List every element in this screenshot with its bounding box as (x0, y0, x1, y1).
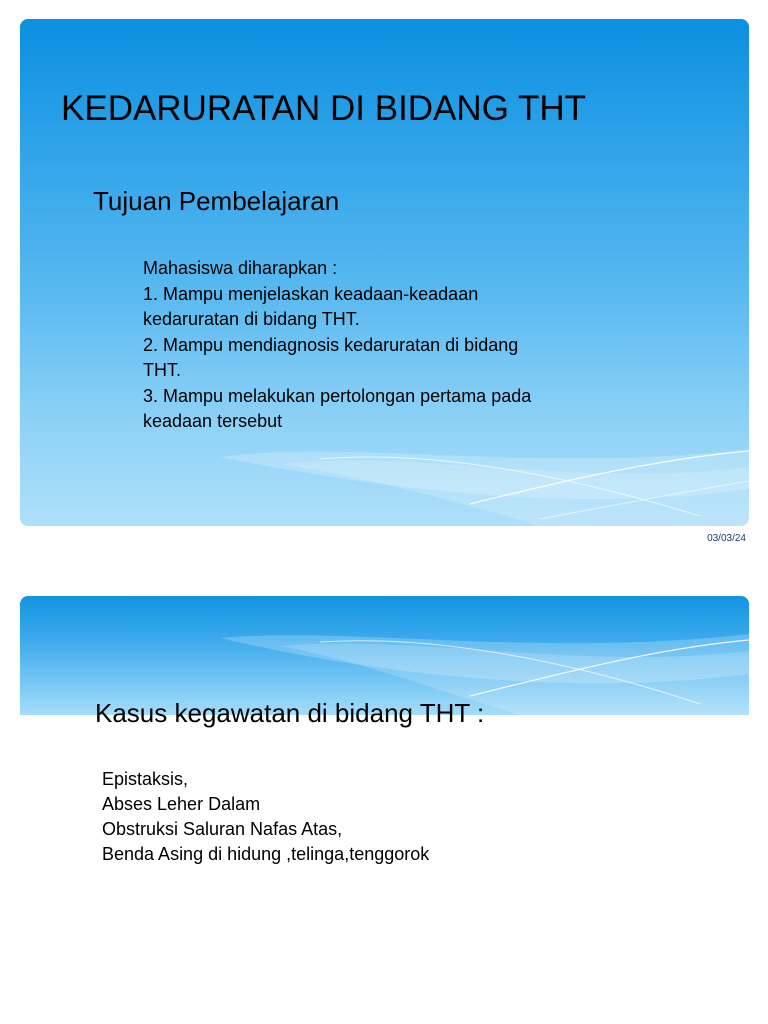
emergency-case-list (102, 767, 429, 867)
objective-line: kedaruratan di bidang THT. (143, 309, 360, 329)
slide-1-subtitle: Tujuan Pembelajaran (93, 186, 340, 216)
objective-line: 2. Mampu mendiagnosis kedaruratan di bidang (143, 334, 519, 355)
slide-2-title: Kasus kegawatan di bidang THT : (95, 698, 485, 728)
objective-line: 1. Mampu menjelaskan keadaan-keadaan (143, 283, 479, 304)
slide-1 (20, 19, 749, 526)
objective-line: THT. (143, 360, 181, 380)
slide-1-title: KEDARURATAN DI BIDANG THT (61, 89, 587, 128)
objective-line: keadaan tersebut (143, 411, 283, 431)
objective-line: 3. Mampu melakukan pertolongan pertama pada (143, 385, 532, 406)
learning-objectives (143, 256, 623, 435)
list-item: Abses Leher Dalam (102, 794, 261, 814)
list-item: Obstruksi Saluran Nafas Atas, (102, 819, 343, 839)
objectives-intro: Mahasiswa diharapkan : (143, 258, 338, 278)
list-item: Benda Asing di hidung ,telinga,tenggorok (102, 844, 430, 864)
list-item: Epistaksis, (102, 769, 189, 789)
slide-date: 03/03/24 (707, 533, 746, 544)
